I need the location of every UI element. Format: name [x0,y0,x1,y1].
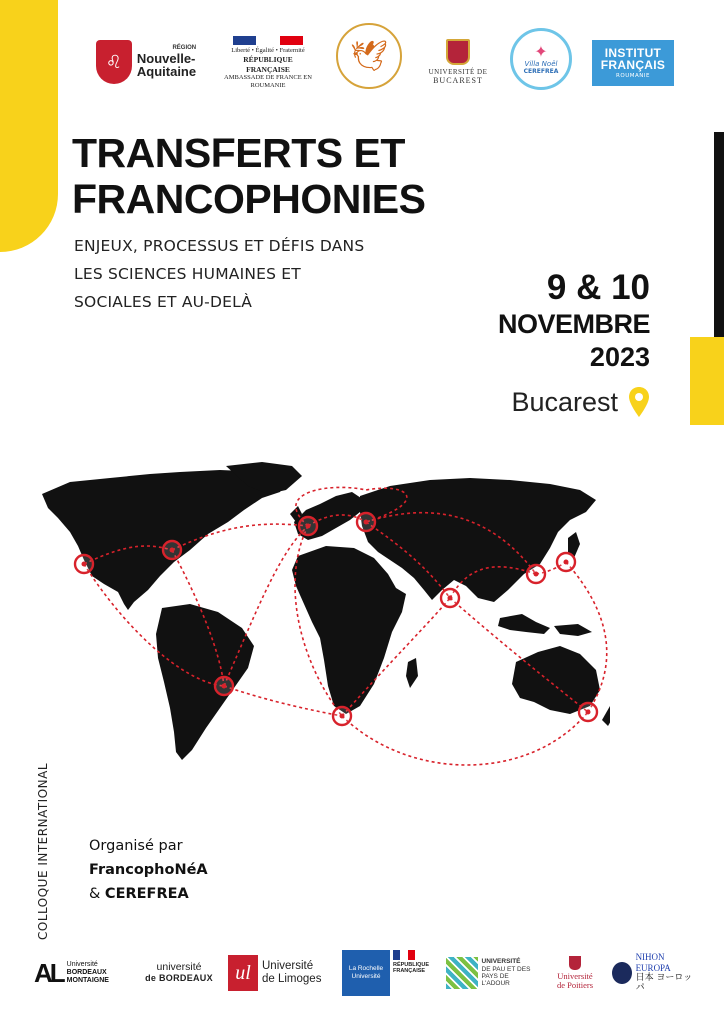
organizer-amp: & [89,886,105,902]
if-sub: ROUMANIE [616,73,650,79]
logo-la-rochelle [342,950,390,996]
city-marker-dot [170,548,175,553]
lion-icon: ♌ [96,40,132,84]
date-days: 9 & 10 [546,268,650,307]
yellow-corner-decoration [0,0,58,252]
right-yellow-bar [690,337,724,425]
lr-line2: Université [351,973,381,980]
logo-nouvelle-aquitaine [92,38,200,86]
southeast-asia-islands [498,614,550,634]
ub-line1: UNIVERSITÉ DE [428,67,488,76]
logo-republique-francaise-small [393,950,441,996]
pau-line3: PAYS DE L'ADOUR [481,973,510,988]
route-line [224,686,342,716]
logo-phoenix [333,20,405,92]
bird-icon: ✦ [534,41,548,61]
crest-icon [446,39,470,65]
al-mark-icon: AL [34,957,63,988]
route-line [342,712,588,765]
organizer-francophonea: FrancophoNéA [89,862,208,878]
logo-institut-francais [592,40,674,86]
ne-line1: NIHON [635,952,665,963]
city-marker-dot [534,572,539,577]
logo-universite-poitiers [546,950,604,996]
continents [42,462,610,760]
title-line2: FRANCOPHONIES [72,176,426,222]
city-marker-dot [82,562,87,567]
lim-line1: Université [262,960,314,973]
marianne-flag-icon [233,36,303,45]
ne-line2: EUROPA [635,962,671,973]
new-guinea [554,624,592,636]
logo-bordeaux-montaigne [34,950,130,996]
pau-line1: UNIVERSITÉ [481,958,521,966]
city-marker-dot [306,524,311,529]
world-map [30,462,610,772]
city-marker-dot [564,560,569,565]
logo-republique-francaise [222,36,314,90]
ne-line3: 日本 ヨーロッパ [635,973,693,994]
organizers [89,834,208,906]
africa [292,546,406,714]
city-marker-dot [340,714,345,719]
poi-line1: Université [557,971,593,982]
logo-nihon-europa [612,950,694,996]
city-marker-dot [586,710,591,715]
vn-line1: Villa Noël [524,59,558,68]
rf2-line2: FRANÇAISE [393,968,426,975]
asia [360,478,596,602]
crest-icon [569,956,581,970]
logo-universite-bucarest [425,34,491,90]
subtitle-line2: LES SCIENCES HUMAINES ET [74,265,301,283]
city-marker-dot [448,596,453,601]
ub2-line1: université [156,961,202,974]
logo-na-small: RÉGION [172,45,197,52]
city-marker-dot [364,520,369,525]
madagascar [406,658,418,688]
event-subtitle [74,232,364,316]
organizers-intro: Organisé par [89,838,183,854]
logo-na-line2: Aquitaine [136,64,197,80]
logo-na-line1: Nouvelle- [136,50,196,66]
globe-icon [612,962,632,984]
vn-line2: CEREFREA [523,67,559,75]
logo-villa-noel [510,28,572,90]
new-zealand [602,706,610,726]
city-marker-dot [222,684,227,689]
rf-sub: AMBASSADE DE FRANCE EN ROUMANIE [224,74,312,90]
logo-universite-pau [446,950,538,996]
poi-line2: de Poitiers [556,980,594,990]
right-black-bar [714,132,724,337]
south-america [156,604,254,760]
phoenix-icon: 🕊 [336,23,402,89]
ub2-line2: de BORDEAUX [145,972,213,983]
logo-universite-bordeaux [138,950,220,996]
location-city: Bucarest [511,386,618,417]
if-line1: INSTITUT [604,46,662,60]
logo-universite-limoges [228,950,336,996]
lim-line2: de Limoges [262,973,322,985]
subtitle-line3: SOCIALES ET AU-DELÀ [74,293,253,311]
pixel-mark-icon [446,957,478,989]
ul-mark-icon: ul [228,955,258,991]
marianne-flag-icon [393,950,415,960]
map-pin-icon [628,386,650,418]
event-title [72,130,425,222]
bm-line2: BORDEAUX [66,968,107,976]
event-date [498,268,650,374]
rf2-line1: RÉPUBLIQUE [393,962,430,968]
pau-line2: DE PAU ET DES [481,965,531,973]
bm-line1: Université [66,960,98,968]
rf-name: RÉPUBLIQUE FRANÇAISE [243,54,293,74]
date-month: NOVEMBRE [497,309,650,339]
title-line1: TRANSFERTS ET [72,130,405,176]
rf-motto: Liberté • Égalité • Fraternité [231,47,305,55]
if-line2: FRANÇAIS [600,58,666,72]
date-year: 2023 [589,342,650,372]
bm-line3: MONTAIGNE [66,977,109,985]
event-location [511,386,650,418]
lr-line1: La Rochelle [348,965,384,973]
subtitle-line1: ENJEUX, PROCESSUS ET DÉFIS DANS [74,237,365,255]
ub-line2: BUCAREST [433,75,483,85]
side-label: COLLOQUE INTERNATIONAL [36,762,50,940]
north-america [42,470,288,610]
organizer-cerefrea: CEREFREA [104,886,189,902]
